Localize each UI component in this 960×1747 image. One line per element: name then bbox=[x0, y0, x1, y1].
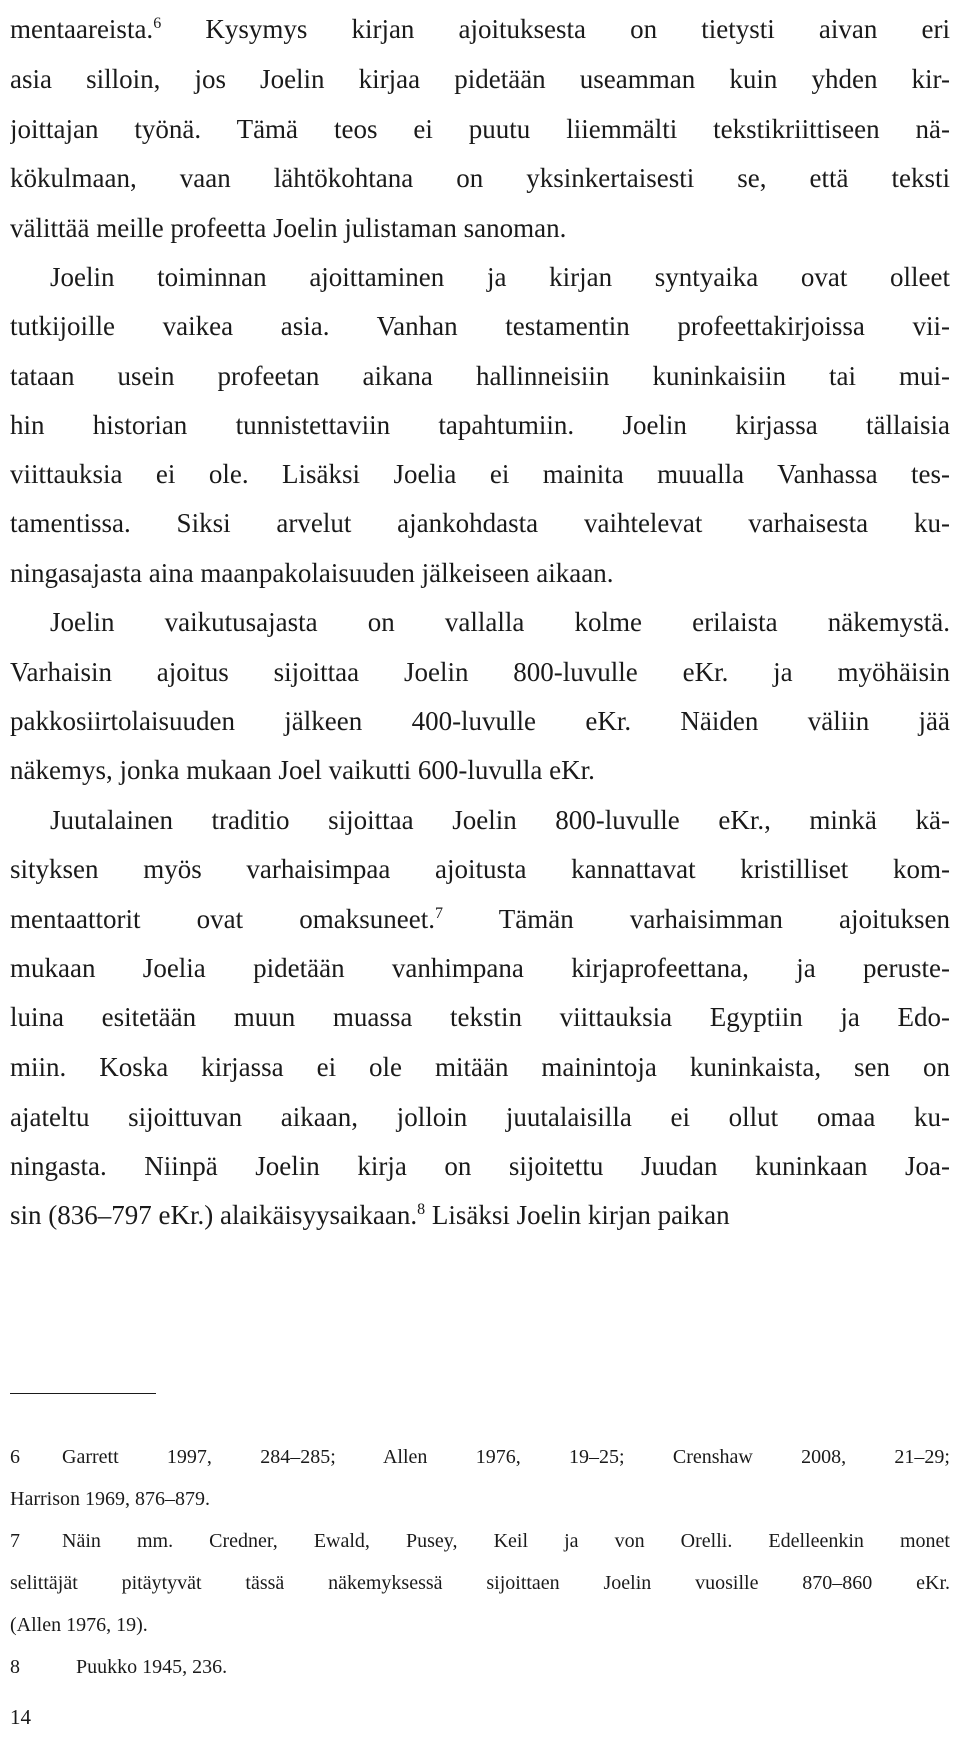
body-line: sityksen myös varhaisimpaa ajoitusta kannattavat kristilliset kom- bbox=[10, 854, 950, 884]
body-text-segment: mentaareista. bbox=[10, 14, 154, 44]
body-line: hin historian tunnistettaviin tapahtumiin. Joelin kirjassa tällaisia bbox=[10, 410, 950, 440]
footnote-number: 8 bbox=[10, 1656, 20, 1678]
footnote-text: Puukko 1945, 236. bbox=[76, 1656, 228, 1678]
footnote-number: 7 bbox=[10, 1530, 20, 1552]
body-line: välittää meille profeetta Joelin julistaman sanoman. bbox=[10, 213, 567, 243]
body-line: pakkosiirtolaisuuden jälkeen 400-luvulle eKr. Näiden väliin jää bbox=[10, 706, 950, 736]
body-text-segment: Kysymys kirjan ajoituksesta on tietysti aivan eri bbox=[161, 14, 950, 44]
body-line: Joelin toiminnan ajoittaminen ja kirjan syntyaika ovat olleet bbox=[50, 262, 950, 292]
body-line: luina esitetään muun muassa tekstin viittauksia Egyptiin ja Edo- bbox=[10, 1002, 950, 1032]
body-line: tataan usein profeetan aikana hallinneisiin kuninkaisiin tai mui- bbox=[10, 361, 950, 391]
footnote-number: 6 bbox=[10, 1446, 20, 1468]
body-line: joittajan työnä. Tämä teos ei puutu liiemmälti tekstikriittiseen nä- bbox=[10, 114, 950, 144]
body-line: viittauksia ei ole. Lisäksi Joelia ei mainita muualla Vanhassa tes- bbox=[10, 459, 950, 489]
footnote-8-line-1 bbox=[10, 1647, 950, 1687]
footnote-reference: 8 bbox=[417, 1201, 426, 1218]
footnote-7-line-3: (Allen 1976, 19). bbox=[10, 1614, 148, 1636]
body-text-segment: Lisäksi Joelin kirjan paikan bbox=[425, 1200, 730, 1230]
body-line: kökulmaan, vaan lähtökohtana on yksinkertaisesti se, että teksti bbox=[10, 163, 950, 193]
footnote-reference: 7 bbox=[435, 905, 444, 922]
body-line: miin. Koska kirjassa ei ole mitään mainintoja kuninkaista, sen on bbox=[10, 1052, 950, 1082]
footnote-separator bbox=[10, 1393, 156, 1394]
page-number: 14 bbox=[10, 1705, 31, 1729]
footnote-text: Näin mm. Credner, Ewald, Pusey, Keil ja von Orelli. Edelleenkin monet bbox=[62, 1530, 950, 1552]
body-line: Varhaisin ajoitus sijoittaa Joelin 800-luvulle eKr. ja myöhäisin bbox=[10, 657, 950, 687]
body-line: mukaan Joelia pidetään vanhimpana kirjaprofeettana, ja peruste- bbox=[10, 953, 950, 983]
body-text-segment: sin (836–797 eKr.) alaikäisyysaikaan. bbox=[10, 1200, 418, 1230]
body-line bbox=[10, 1186, 950, 1244]
body-line: ajateltu sijoittuvan aikaan, jolloin juutalaisilla ei ollut omaa ku- bbox=[10, 1102, 950, 1132]
footnote-6-line-1 bbox=[10, 1437, 950, 1477]
footnote-6-line-2: Harrison 1969, 876–879. bbox=[10, 1488, 210, 1510]
body-line: näkemys, jonka mukaan Joel vaikutti 600-luvulla eKr. bbox=[10, 755, 595, 785]
body-line: tutkijoille vaikea asia. Vanhan testamentin profeettakirjoissa vii- bbox=[10, 311, 950, 341]
body-line: ningasta. Niinpä Joelin kirja on sijoitettu Juudan kuninkaan Joa- bbox=[10, 1151, 950, 1181]
footnote-7-line-2: selittäjät pitäytyvät tässä näkemyksessä sijoittaen Joelin vuosille 870–860 eKr. bbox=[10, 1572, 950, 1594]
body-text-segment: mentaattorit ovat omaksuneet. bbox=[10, 904, 436, 934]
footnote-text: Garrett 1997, 284–285; Allen 1976, 19–25; Crenshaw 2008, 21–29; bbox=[62, 1446, 950, 1468]
footnote-reference: 6 bbox=[153, 15, 162, 32]
body-text-segment: Tämän varhaisimman ajoituksen bbox=[443, 904, 950, 934]
body-line: Juutalainen traditio sijoittaa Joelin 800-luvulle eKr., minkä kä- bbox=[50, 805, 950, 835]
body-line: ningasajasta aina maanpakolaisuuden jälkeiseen aikaan. bbox=[10, 558, 614, 588]
body-line: asia silloin, jos Joelin kirjaa pidetään useamman kuin yhden kir- bbox=[10, 64, 950, 94]
body-line: Joelin vaikutusajasta on vallalla kolme erilaista näkemystä. bbox=[50, 607, 950, 637]
body-line: tamentissa. Siksi arvelut ajankohdasta vaihtelevat varhaisesta ku- bbox=[10, 508, 950, 538]
footnote-7-line-1 bbox=[10, 1521, 950, 1561]
